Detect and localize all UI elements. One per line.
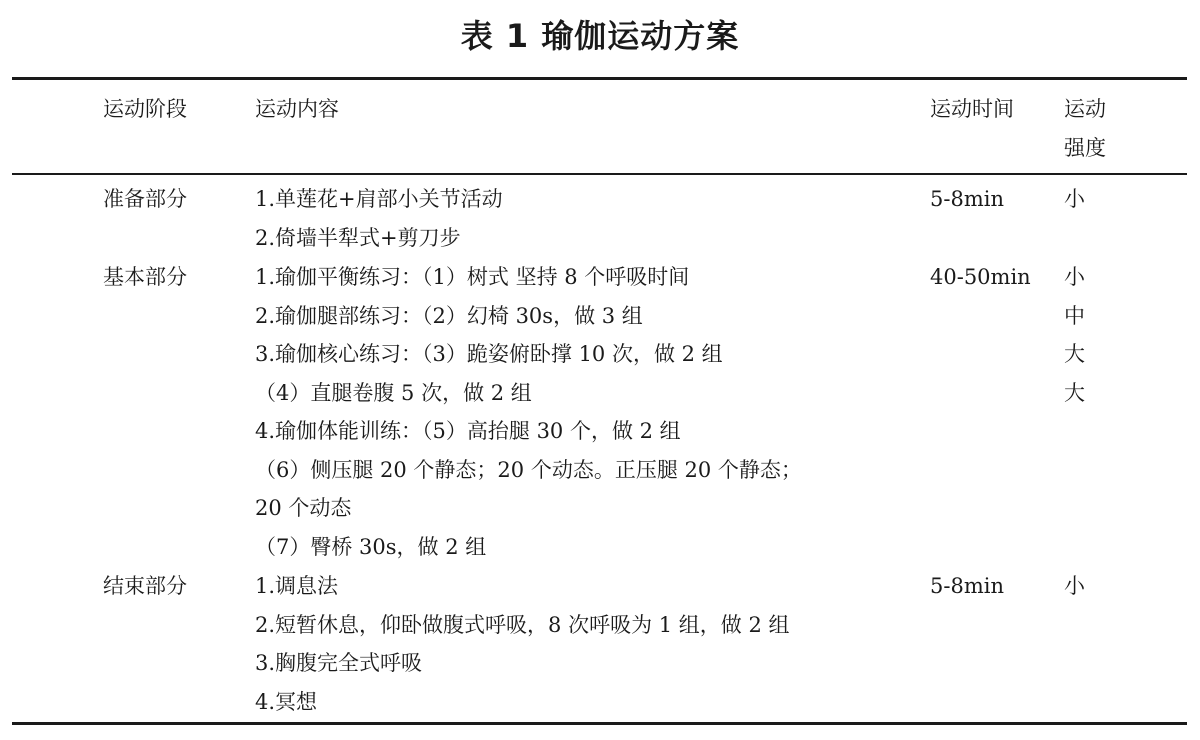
header-intensity-line2: 强度 [1064, 135, 1106, 160]
intensity-value: 大 [1064, 342, 1085, 366]
content-line: 2.倚墙半犁式+剪刀步 [255, 225, 461, 250]
intensity-value: 大 [1064, 380, 1085, 405]
table-row-prep-content [255, 180, 503, 257]
table-row-basic-intensity [1064, 258, 1085, 412]
content-line: 3.胸腹完全式呼吸 [255, 651, 423, 675]
table-row-end-intensity [1064, 567, 1085, 606]
content-line: 20 个动态 [255, 496, 352, 520]
table-header-rule [12, 173, 1187, 175]
content-line: （6）侧压腿 20 个静态；20 个动态。正压腿 20 个静态； [255, 457, 802, 482]
table-row-end-stage: 结束部分 [103, 574, 187, 598]
content-line: 4.瑜伽体能训练：（5）高抬腿 30 个，做 2 组 [255, 419, 681, 443]
intensity-value: 小 [1064, 574, 1085, 598]
table-bottom-rule [12, 722, 1187, 725]
content-line: 1.调息法 [255, 574, 339, 598]
header-stage: 运动阶段 [103, 97, 187, 121]
intensity-value: 小 [1064, 187, 1085, 211]
table-title: 表 1 瑜伽运动方案 [460, 17, 740, 55]
content-line: 4.冥想 [255, 689, 318, 714]
content-line: （7）臀桥 30s，做 2 组 [255, 534, 487, 559]
table-top-rule [12, 77, 1187, 80]
header-time: 运动时间 [930, 97, 1014, 121]
table-row-prep-stage: 准备部分 [103, 187, 187, 211]
content-line: 2.短暂休息，仰卧做腹式呼吸，8 次呼吸为 1 组，做 2 组 [255, 612, 790, 637]
table-row-prep-intensity [1064, 180, 1085, 219]
table-row-basic-content [255, 258, 802, 566]
content-line: 2.瑜伽腿部练习：（2）幻椅 30s，做 3 组 [255, 303, 643, 328]
table-row-end-content [255, 567, 790, 721]
content-line: 3.瑜伽核心练习：（3）跪姿俯卧撑 10 次，做 2 组 [255, 342, 723, 366]
table-row-prep-time: 5-8min [930, 187, 1004, 211]
content-line: 1.瑜伽平衡练习：（1）树式 坚持 8 个呼吸时间 [255, 265, 690, 289]
content-line: 1.单莲花+肩部小关节活动 [255, 187, 503, 211]
content-line: （4）直腿卷腹 5 次，做 2 组 [255, 380, 532, 405]
header-content: 运动内容 [255, 97, 339, 121]
intensity-value: 中 [1064, 303, 1085, 328]
header-intensity-line1: 运动 [1064, 97, 1106, 121]
table-row-basic-stage: 基本部分 [103, 265, 187, 289]
intensity-value: 小 [1064, 265, 1085, 289]
table-row-end-time: 5-8min [930, 574, 1004, 598]
table-row-basic-time: 40-50min [930, 265, 1031, 289]
header-intensity [1064, 90, 1106, 167]
